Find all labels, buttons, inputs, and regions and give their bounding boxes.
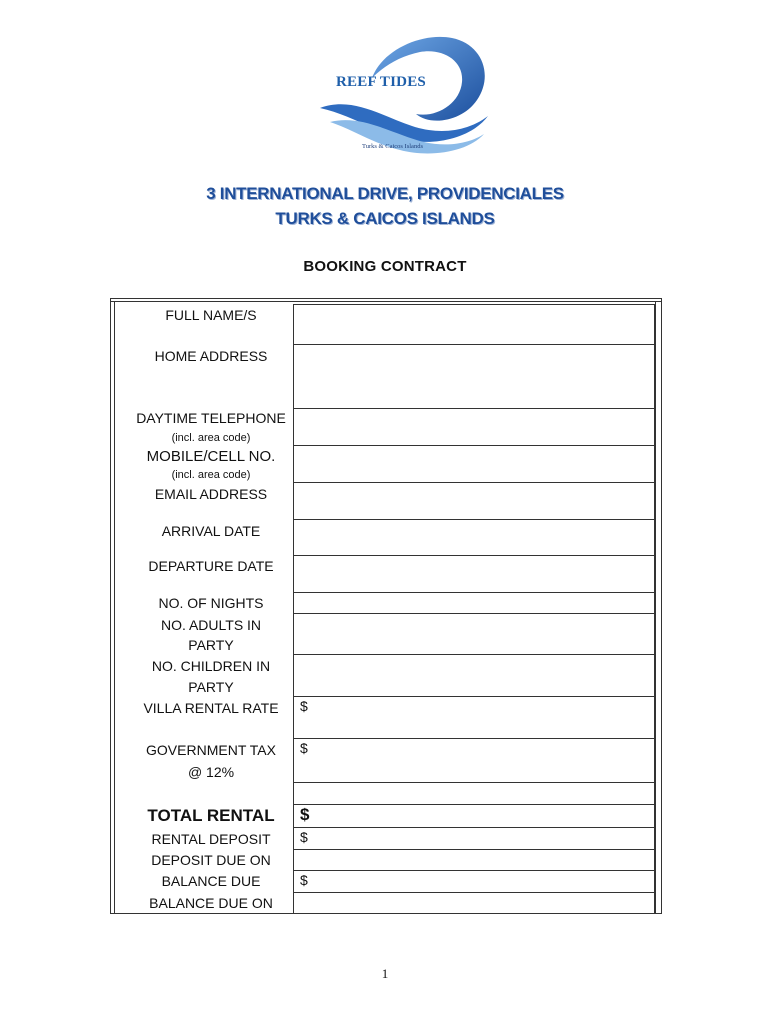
adults-label-line1: NO. ADULTS IN	[160, 617, 262, 633]
departure-date-label: DEPARTURE DATE	[148, 558, 274, 574]
adults-field[interactable]	[293, 613, 655, 655]
balance-due-currency: $	[300, 872, 308, 888]
total-rental-field[interactable]	[293, 804, 655, 828]
home-address-field[interactable]	[293, 344, 655, 409]
full-name-field[interactable]	[293, 304, 655, 345]
form-inner-left-rule	[114, 301, 115, 913]
rental-deposit-currency: $	[300, 829, 308, 845]
email-field[interactable]	[293, 482, 655, 520]
nights-field[interactable]	[293, 592, 655, 614]
total-rental-label: TOTAL RENTAL	[147, 806, 275, 825]
logo-name: REEF TIDES	[336, 74, 426, 90]
villa-rate-currency: $	[300, 698, 308, 714]
balance-due-on-field[interactable]	[293, 892, 655, 914]
balance-due-field[interactable]	[293, 870, 655, 893]
form-inner-top-rule	[111, 301, 661, 302]
arrival-date-field[interactable]	[293, 519, 655, 556]
deposit-due-on-field[interactable]	[293, 849, 655, 871]
nights-label: NO. OF NIGHTS	[158, 595, 264, 611]
mobile-label: MOBILE/CELL NO.	[146, 448, 276, 465]
gov-tax-currency: $	[300, 740, 308, 756]
rental-deposit-field[interactable]	[293, 827, 655, 850]
full-name-label: FULL NAME/S	[165, 307, 257, 323]
booking-form	[110, 298, 662, 914]
mobile-note: (incl. area code)	[171, 469, 251, 481]
villa-rate-field[interactable]	[293, 696, 655, 739]
mobile-field[interactable]	[293, 445, 655, 483]
email-label: EMAIL ADDRESS	[154, 486, 268, 502]
blank-spacer-field	[293, 782, 655, 805]
adults-label-line2: PARTY	[188, 637, 234, 653]
rental-deposit-label: RENTAL DEPOSIT	[151, 831, 271, 847]
arrival-date-label: ARRIVAL DATE	[161, 523, 261, 539]
children-label-line1: NO. CHILDREN IN	[151, 658, 271, 674]
logo-tagline: Turks & Caicos Islands	[362, 143, 423, 150]
deposit-due-on-label: DEPOSIT DUE ON	[151, 852, 271, 868]
daytime-telephone-note: (incl. area code)	[171, 432, 251, 444]
document-title: BOOKING CONTRACT	[303, 258, 467, 275]
balance-due-label: BALANCE DUE	[161, 873, 261, 889]
departure-date-field[interactable]	[293, 555, 655, 593]
reef-tides-logo	[312, 30, 492, 160]
daytime-telephone-field[interactable]	[293, 408, 655, 446]
villa-rate-label: VILLA RENTAL RATE	[143, 700, 279, 716]
daytime-telephone-label: DAYTIME TELEPHONE	[136, 410, 286, 426]
gov-tax-label-line2: @ 12%	[187, 764, 235, 780]
form-inner-right-rule	[655, 301, 656, 913]
children-label-line2: PARTY	[188, 679, 234, 695]
balance-due-on-label: BALANCE DUE ON	[149, 895, 273, 911]
home-address-label: HOME ADDRESS	[154, 348, 268, 364]
gov-tax-label-line1: GOVERNMENT TAX	[146, 742, 276, 758]
address-line-1: 3 INTERNATIONAL DRIVE, PROVIDENCIALES	[206, 184, 564, 203]
total-rental-currency: $	[300, 805, 310, 824]
page-number: 1	[381, 966, 389, 981]
gov-tax-field[interactable]	[293, 738, 655, 783]
children-field[interactable]	[293, 654, 655, 697]
address-line-2: TURKS & CAICOS ISLANDS	[275, 209, 495, 228]
